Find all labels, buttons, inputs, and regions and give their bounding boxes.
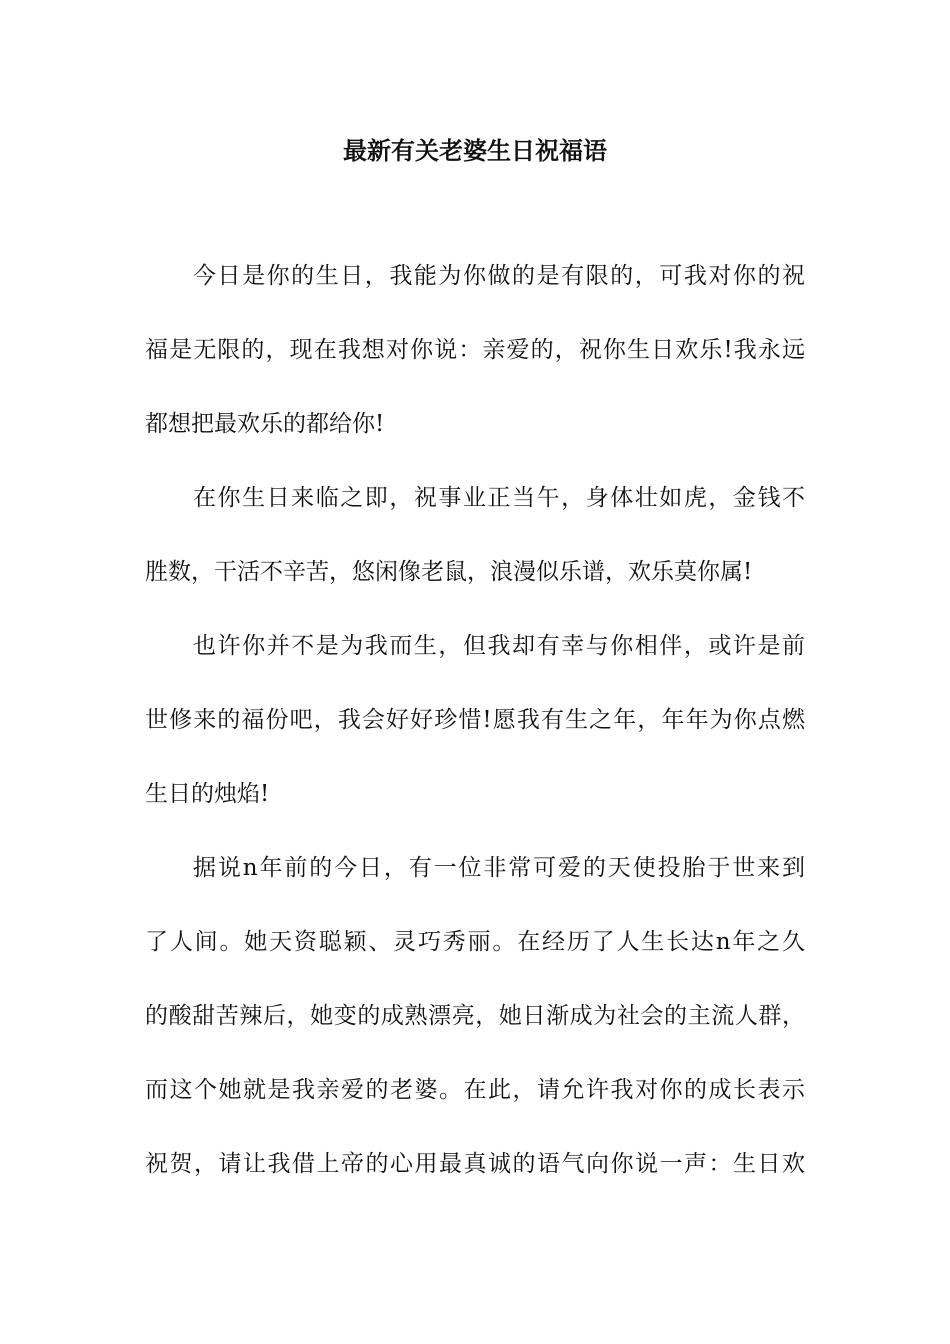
paragraph-line: 据说n年前的今日，有一位非常可爱的天使投胎于世来到 — [193, 855, 805, 881]
paragraph-2 — [145, 477, 805, 625]
paragraph-line: 了人间。她天资聪颖、灵巧秀丽。在经历了人生长达n年之久 — [145, 929, 805, 955]
paragraph-line: 生日的烛焰! — [145, 781, 270, 807]
paragraph-line: 而这个她就是我亲爱的老婆。在此，请允许我对你的成长表示 — [145, 1077, 805, 1103]
paragraph-line: 今日是你的生日，我能为你做的是有限的，可我对你的祝 — [193, 263, 805, 289]
paragraph-line: 福是无限的，现在我想对你说：亲爱的，祝你生日欢乐!我永远 — [145, 337, 805, 363]
paragraph-1 — [145, 255, 805, 477]
paragraph-3 — [145, 625, 805, 847]
document-body — [145, 255, 805, 1217]
paragraph-line: 胜数，干活不辛苦，悠闲像老鼠，浪漫似乐谱，欢乐莫你属! — [145, 559, 753, 585]
paragraph-line: 也许你并不是为我而生，但我却有幸与你相伴，或许是前 — [193, 633, 805, 659]
paragraph-line: 祝贺，请让我借上帝的心用最真诚的语气向你说一声：生日欢 — [145, 1151, 805, 1177]
paragraph-line: 在你生日来临之即，祝事业正当午，身体壮如虎，金钱不 — [193, 485, 805, 511]
document-title: 最新有关老婆生日祝福语 — [343, 136, 607, 165]
paragraph-line: 世修来的福份吧，我会好好珍惜!愿我有生之年，年年为你点燃 — [145, 707, 805, 733]
paragraph-4 — [145, 847, 805, 1217]
paragraph-line: 都想把最欢乐的都给你! — [145, 411, 385, 437]
paragraph-line: 的酸甜苦辣后，她变的成熟漂亮，她日渐成为社会的主流人群， — [145, 1003, 805, 1029]
